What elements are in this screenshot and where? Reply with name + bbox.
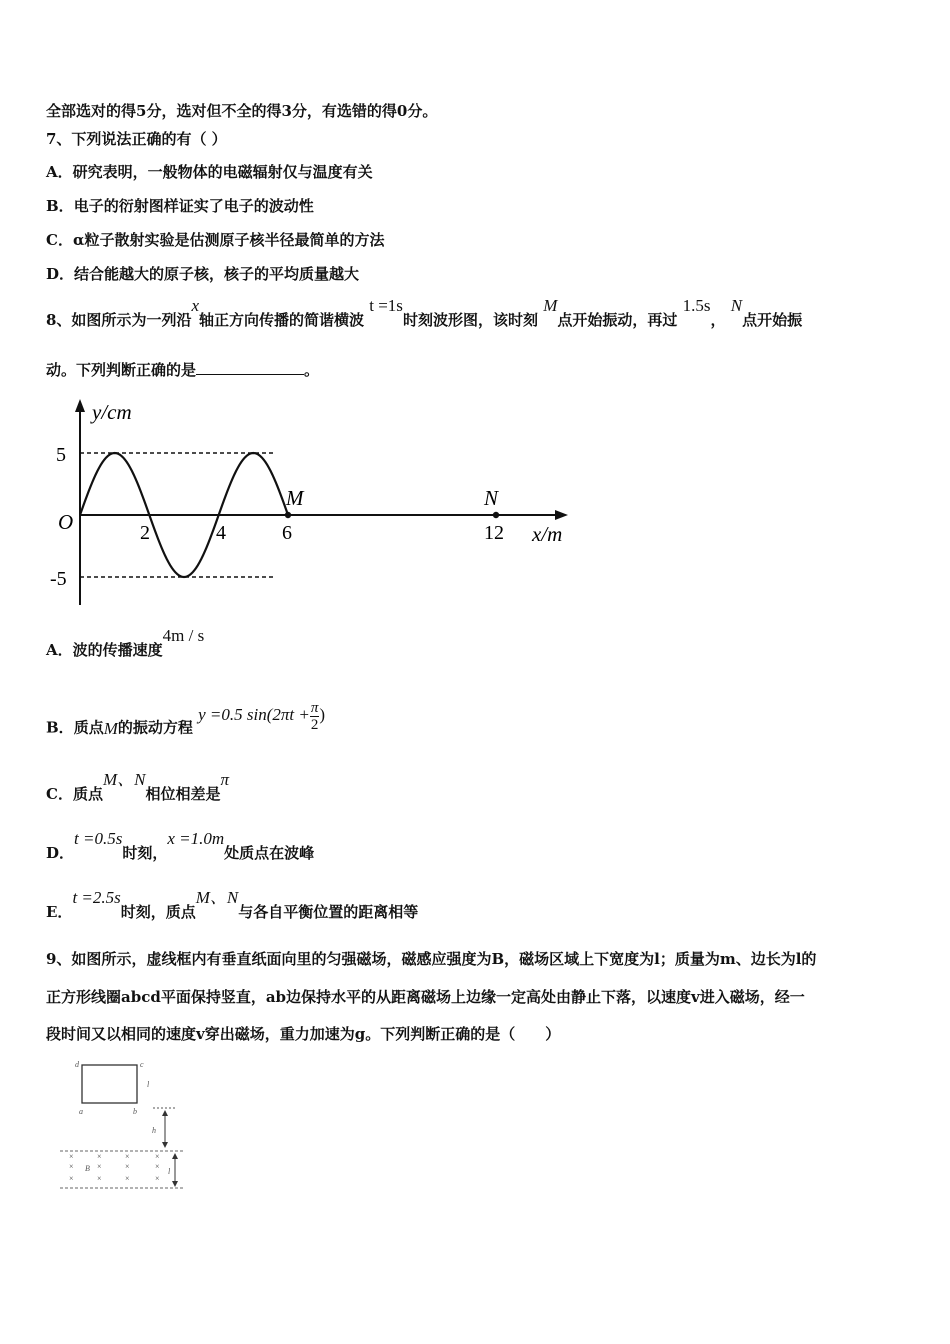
corner-a-label: a xyxy=(79,1107,83,1116)
field-cross-mark: × xyxy=(155,1152,160,1161)
q7-stem: 7、下列说法正确的有（ ） xyxy=(46,130,227,148)
y-axis-arrow xyxy=(75,399,85,412)
q8-stem-line1: 8、如图所示为一列沿x轴正方向传播的简谐横波 t =1s时刻波形图，该时刻 M点开始振动，再过 1.5s， N点开始振 xyxy=(46,296,803,329)
q9-line3: 段时间又以相同的速度v穿出磁场，重力加速为g。下列判断正确的是（ ） xyxy=(46,1025,561,1043)
coil-figure xyxy=(55,1055,195,1195)
h-arrow-bottom xyxy=(162,1142,168,1148)
l-arrow-bottom xyxy=(172,1181,178,1187)
q8-option-b: B．质点M的振动方程 y =0.5 sin(2πt + $\frac{\pi}{2}$ ) xyxy=(46,700,326,739)
q7-option-a: A．研究表明，一般物体的电磁辐射仅与温度有关 xyxy=(46,163,373,181)
field-cross-mark: × xyxy=(97,1174,102,1183)
field-cross-mark: × xyxy=(97,1152,102,1161)
q7-option-d: D．结合能越大的原子核，核子的平均质量越大 xyxy=(46,265,360,283)
y-tick-minus-5: -5 xyxy=(50,568,67,590)
answer-blank[interactable] xyxy=(196,360,304,375)
intro-text: 全部选对的得5分，选对但不全的得3分，有选错的得0分。 xyxy=(46,102,438,120)
origin-label: O xyxy=(58,510,74,534)
q8-option-c: C．质点M、N相位相差是π xyxy=(46,770,230,803)
field-cross-mark: × xyxy=(125,1162,130,1171)
corner-b-label: b xyxy=(133,1107,137,1116)
x-tick-2: 2 xyxy=(140,522,150,544)
coil-square xyxy=(82,1065,137,1103)
q9-line1: 9、如图所示，虚线框内有垂直纸面向里的匀强磁场，磁感应强度为B，磁场区域上下宽度为l；质量为m、边长为l的 xyxy=(46,950,817,968)
height-h-label: h xyxy=(152,1126,156,1135)
q8-option-a: A．波的传播速度4m / s xyxy=(46,626,205,659)
q8-option-e: E．t =2.5s时刻，质点M、N与各自平衡位置的距离相等 xyxy=(46,888,419,921)
y-tick-5: 5 xyxy=(56,444,66,466)
field-cross-mark: × xyxy=(125,1174,130,1183)
q8-option-d: D．t =0.5s时刻，x =1.0m处质点在波峰 xyxy=(46,829,315,862)
q7-option-c: C．α粒子散射实验是估测原子核半径最简单的方法 xyxy=(46,231,385,249)
x-tick-12: 12 xyxy=(484,522,504,544)
q8-b-equation: y =0.5 sin(2πt + $\frac{\pi}{2}$ ) xyxy=(198,700,326,733)
q9-line2: 正方形线圈abcd平面保持竖直，ab边保持水平的从距离磁场上边缘一定高处由静止下落，以速度v进入磁场，经一 xyxy=(46,988,805,1006)
field-cross-mark: × xyxy=(155,1174,160,1183)
field-cross-mark: × xyxy=(155,1162,160,1171)
field-cross-mark: × xyxy=(125,1152,130,1161)
l-arrow-top xyxy=(172,1153,178,1159)
side-length-label: l xyxy=(147,1080,150,1089)
pi-over-2-fraction: $\frac{\pi}{2}$ xyxy=(310,700,319,733)
x-axis-arrow xyxy=(555,510,568,520)
field-width-label: l xyxy=(168,1167,171,1176)
x-axis-label: x/m xyxy=(532,522,563,546)
field-cross-mark: × xyxy=(97,1162,102,1171)
point-m-label: M xyxy=(286,486,304,510)
point-n-label: N xyxy=(484,486,499,510)
x-tick-6: 6 xyxy=(282,522,292,544)
field-b-label: B xyxy=(85,1164,90,1173)
point-n xyxy=(493,512,499,518)
q7-option-b: B．电子的衍射图样证实了电子的波动性 xyxy=(46,197,314,215)
q8-stem-line2: 动。下列判断正确的是 。 xyxy=(46,361,320,379)
field-cross-mark: × xyxy=(69,1152,74,1161)
point-m xyxy=(285,512,291,518)
field-cross-mark: × xyxy=(69,1162,74,1171)
wave-figure xyxy=(40,395,580,610)
x-tick-4: 4 xyxy=(216,522,226,544)
corner-d-label: d xyxy=(75,1060,79,1069)
field-cross-mark: × xyxy=(69,1174,74,1183)
h-arrow-top xyxy=(162,1110,168,1116)
corner-c-label: c xyxy=(140,1060,144,1069)
y-axis-label: y/cm xyxy=(92,400,132,424)
magnetic-field-marks xyxy=(69,1152,160,1183)
